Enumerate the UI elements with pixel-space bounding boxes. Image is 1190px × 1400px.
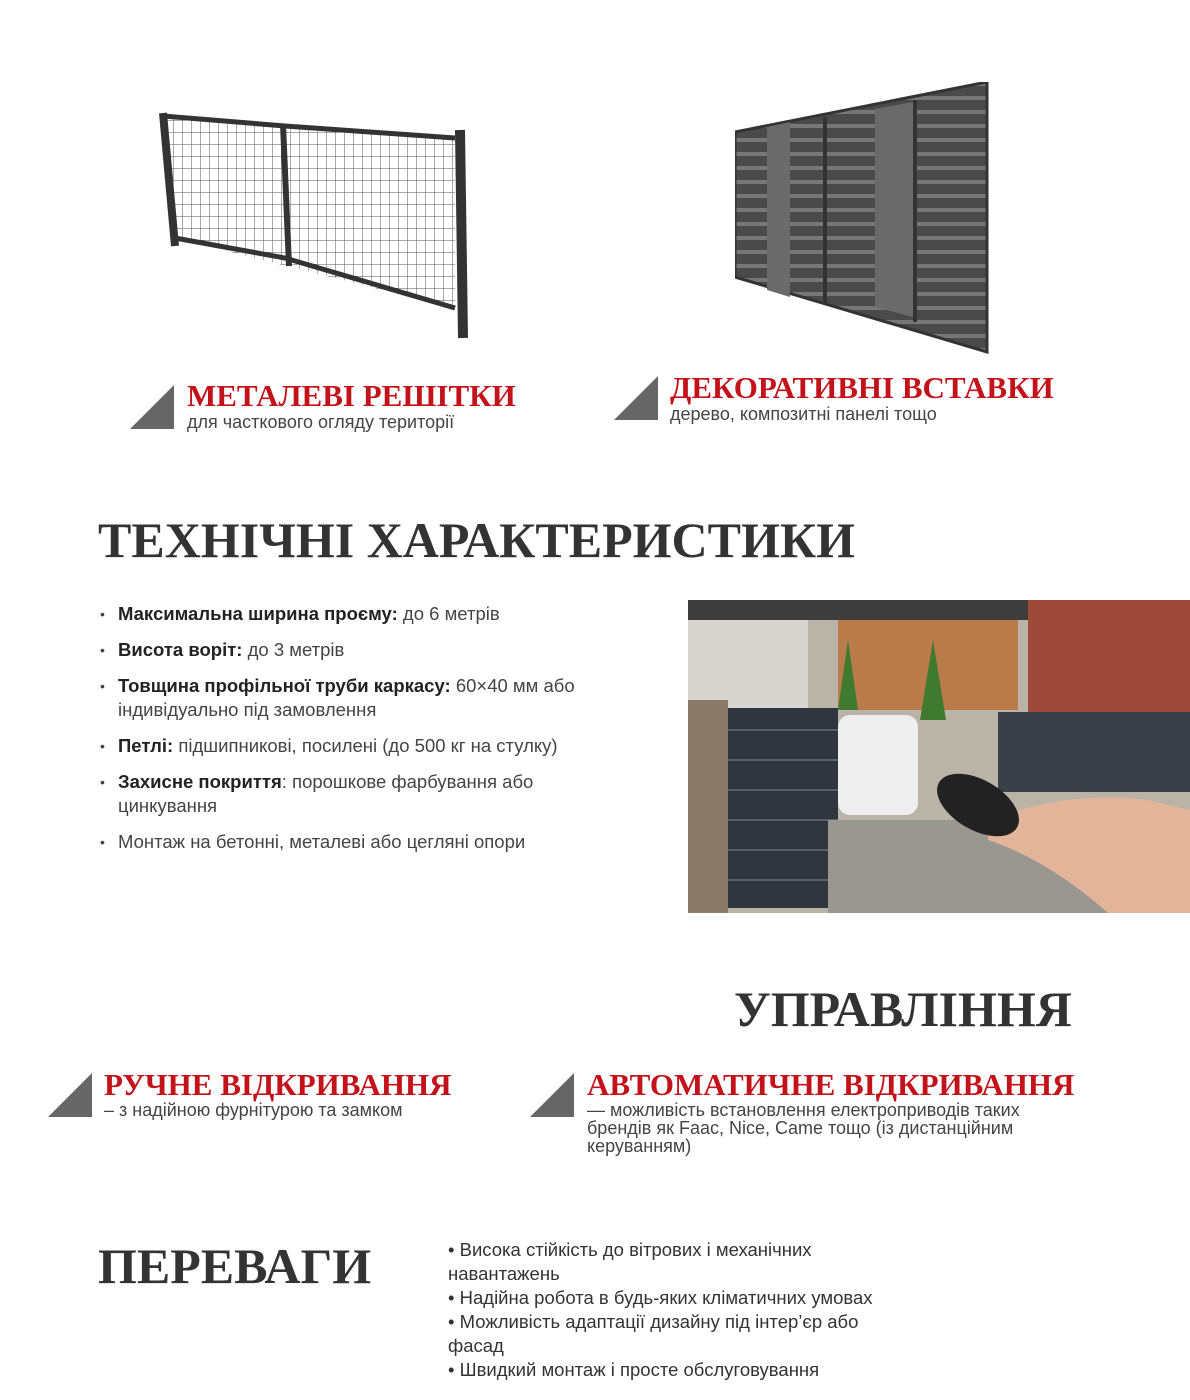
list-item: • Монтаж на бетонні, металеві або цегляні опори xyxy=(100,830,620,854)
triangle-icon xyxy=(130,385,174,429)
feature-subtitle: для часткового огляду території xyxy=(187,412,455,432)
advantages-list xyxy=(448,1238,938,1382)
option-title: АВТОМАТИЧНЕ ВІДКРИВАННЯ xyxy=(587,1067,1075,1102)
list-item: • Швидкий монтаж і просте обслуговування xyxy=(448,1358,938,1382)
list-item: • Висока стійкість до вітрових і механічних навантажень xyxy=(448,1238,878,1286)
list-item: • Захисне покриття: порошкове фарбування або цинкування xyxy=(100,770,590,818)
feature-title: ДЕКОРАТИВНІ ВСТАВКИ xyxy=(670,370,1054,405)
advantages-heading: ПЕРЕВАГИ xyxy=(98,1238,372,1294)
louver-panel-image xyxy=(735,82,990,354)
option-title: РУЧНЕ ВІДКРИВАННЯ xyxy=(104,1067,452,1102)
option-subtitle: — можливість встановлення електроприводів таких брендів як Faac, Nice, Came тощо (із дистанційним керуванням) xyxy=(587,1100,1020,1156)
list-item: • Надійна робота в будь-яких кліматичних умовах xyxy=(448,1286,938,1310)
specs-heading: ТЕХНІЧНІ ХАРАКТЕРИСТИКИ xyxy=(98,512,856,568)
feature-title: МЕТАЛЕВІ РЕШІТКИ xyxy=(187,378,516,413)
list-item: • Петлі: підшипникові, посилені (до 500 кг на стулку) xyxy=(100,734,620,758)
remote-gate-photo xyxy=(688,600,1190,913)
triangle-icon xyxy=(530,1073,574,1117)
list-item: • Максимальна ширина проєму: до 6 метрів xyxy=(100,602,620,626)
feature-subtitle: дерево, композитні панелі тощо xyxy=(670,404,937,424)
option-subtitle: – з надійною фурнітурою та замком xyxy=(104,1100,403,1120)
list-item: • Товщина профільної труби каркасу: 60×40 мм або індивідуально під замовлення xyxy=(100,674,590,722)
mesh-gate-image xyxy=(155,108,480,343)
control-heading: УПРАВЛІННЯ xyxy=(734,981,1072,1037)
specs-list xyxy=(100,602,620,866)
list-item: • Можливість адаптації дизайну під інтер’єр або фасад xyxy=(448,1310,918,1358)
triangle-icon xyxy=(48,1073,92,1117)
list-item: • Висота воріт: до 3 метрів xyxy=(100,638,620,662)
triangle-icon xyxy=(614,376,658,420)
